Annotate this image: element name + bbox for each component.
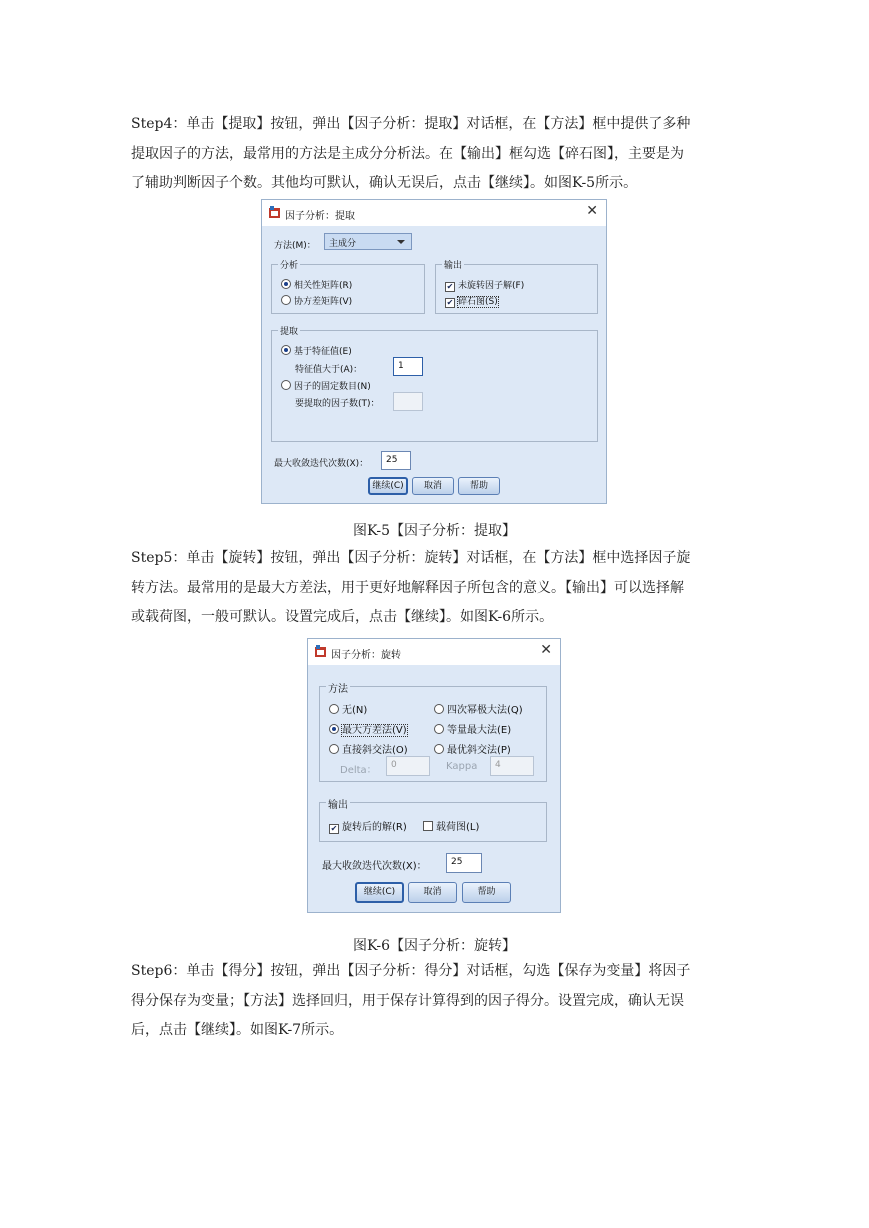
check-unrotated-solution[interactable] [445, 278, 524, 292]
radio-eigen-label: 基于特征值(E) [294, 347, 352, 357]
checkmark-icon: ✔ [446, 298, 454, 307]
check-loading-plot[interactable] [423, 818, 479, 833]
radio-selected-icon [329, 724, 339, 734]
radio-icon [281, 380, 291, 390]
radio-selected-icon [281, 345, 291, 355]
step5-paragraph [131, 544, 741, 633]
output-group-label: 输出 [326, 796, 350, 811]
radio-promax[interactable] [434, 741, 511, 756]
step6-line-1: Step6：单击【得分】按钮，弹出【因子分析：得分】对话框，勾选【保存为变量】将因子 [131, 963, 691, 979]
rotate-dialog-title: 因子分析：旋转 [331, 650, 401, 661]
fixed-factors-input[interactable] [393, 392, 423, 411]
radio-equamax-label: 等量最大法(E) [447, 725, 512, 736]
spss-app-icon [268, 206, 281, 219]
help-button[interactable]: 帮助 [462, 882, 511, 903]
checkbox-icon [423, 821, 433, 831]
step6-line-2: 得分保存为变量；【方法】选择回归，用于保存计算得到的因子得分。设置完成，确认无误 [131, 992, 684, 1009]
extract-dialog [261, 199, 607, 504]
max-iterations-input[interactable]: 25 [381, 451, 411, 470]
checkmark-icon: ✔ [446, 282, 454, 291]
step4-line-3: 了辅助判断因子个数。其他均可默认，确认无误后，点击【继续】。如图K-5所示。 [131, 175, 638, 191]
radio-fixed-factors[interactable] [281, 379, 371, 392]
max-iterations-input[interactable]: 25 [446, 853, 482, 873]
step6-line-3: 后，点击【继续】。如图K-7所示。 [131, 1022, 344, 1038]
extract-group [271, 327, 598, 442]
kappa-input[interactable]: 4 [490, 756, 534, 776]
radio-none[interactable] [329, 701, 367, 716]
method-group-label: 方法 [326, 680, 350, 695]
radio-varimax[interactable] [329, 721, 407, 736]
chevron-down-icon [397, 240, 405, 244]
kappa-label: Kappa [446, 761, 478, 772]
radio-covariance-label: 协方差矩阵(V) [294, 297, 353, 307]
step4-line-2: 提取因子的方法，最常用的方法是主成分分析法。在【输出】框勾选【碎石图】，主要是为 [131, 145, 684, 162]
checkmark-icon: ✔ [330, 824, 338, 833]
radio-fixed-label: 因子的固定数目(N) [294, 382, 371, 392]
radio-icon [434, 704, 444, 714]
step5-line-3: 或载荷图，一般可默认。设置完成后，点击【继续】。如图K-6所示。 [131, 609, 554, 625]
eigenvalue-input[interactable]: 1 [393, 357, 423, 376]
radio-oblimin-label: 直接斜交法(O) [342, 745, 408, 756]
radio-icon [434, 724, 444, 734]
radio-correlation-label: 相关性矩阵(R) [294, 281, 353, 291]
radio-quartimax-label: 四次幂极大法(Q) [447, 705, 523, 716]
output-group-label: 输出 [442, 258, 464, 271]
close-icon[interactable]: ✕ [540, 642, 552, 658]
radio-none-label: 无(N) [342, 705, 368, 716]
method-dropdown[interactable] [324, 233, 412, 250]
continue-button[interactable]: 继续(C) [368, 477, 408, 495]
step4-paragraph [131, 110, 741, 199]
help-button[interactable]: 帮助 [458, 477, 500, 495]
figure-caption-k6: 图K-6【因子分析：旋转】 [352, 938, 517, 954]
cancel-button[interactable]: 取消 [408, 882, 457, 903]
spss-app-icon [314, 645, 327, 658]
check-rotated-solution[interactable] [329, 818, 407, 834]
close-icon[interactable]: ✕ [586, 203, 598, 219]
check-rotated-label: 旋转后的解(R) [342, 822, 407, 833]
extract-dialog-title: 因子分析：提取 [285, 211, 355, 222]
check-loading-label: 载荷图(L) [436, 822, 480, 833]
step4-line-1: Step4：单击【提取】按钮，弹出【因子分析：提取】对话框，在【方法】框中提供了多种 [131, 116, 691, 132]
check-scree-plot[interactable] [445, 294, 498, 308]
step5-line-2: 转方法。最常用的是最大方差法，用于更好地解释因子所包含的意义。【输出】可以选择解 [131, 579, 684, 596]
radio-equamax[interactable] [434, 721, 511, 736]
rotate-dialog [307, 638, 561, 913]
figure-caption-k5: 图K-5【因子分析：提取】 [352, 523, 517, 539]
radio-icon [329, 744, 339, 754]
rotate-dialog-titlebar [308, 639, 560, 665]
radio-icon [329, 704, 339, 714]
max-iterations-label: 最大收敛迭代次数(X)： [322, 861, 427, 872]
radio-promax-label: 最优斜交法(P) [447, 745, 511, 756]
radio-oblimin[interactable] [329, 741, 408, 756]
radio-eigenvalue[interactable] [281, 344, 352, 357]
extract-dialog-titlebar [262, 200, 606, 226]
method-value: 主成分 [329, 239, 357, 249]
cancel-button[interactable]: 取消 [412, 477, 454, 495]
radio-selected-icon [281, 279, 291, 289]
output-group [435, 261, 598, 314]
method-label: 方法(M)： [274, 241, 316, 251]
eigenvalue-label: 特征值大于(A)： [295, 365, 363, 375]
check-unrotated-label: 未旋转因子解(F) [458, 281, 525, 291]
max-iterations-label: 最大收敛迭代次数(X)： [274, 459, 369, 469]
radio-icon [281, 295, 291, 305]
radio-varimax-label: 最大方差法(V) [342, 725, 407, 736]
step5-line-1: Step5：单击【旋转】按钮，弹出【因子分析：旋转】对话框，在【方法】框中选择因子旋 [131, 550, 691, 566]
rotation-method-group [319, 686, 547, 782]
radio-covariance-matrix[interactable] [281, 294, 352, 307]
analysis-group [271, 261, 425, 314]
rotation-output-group [319, 802, 547, 842]
step6-paragraph [131, 957, 741, 1046]
analysis-group-label: 分析 [278, 258, 300, 271]
continue-button[interactable]: 继续(C) [355, 882, 404, 903]
delta-input[interactable]: 0 [386, 756, 430, 776]
check-scree-label: 碎石图(S) [458, 297, 498, 307]
delta-label: Delta： [340, 765, 377, 776]
extract-group-label: 提取 [278, 324, 300, 337]
radio-quartimax[interactable] [434, 701, 523, 716]
radio-correlation-matrix[interactable] [281, 278, 352, 291]
fixed-factors-label: 要提取的因子数(T)： [295, 399, 380, 409]
radio-icon [434, 744, 444, 754]
